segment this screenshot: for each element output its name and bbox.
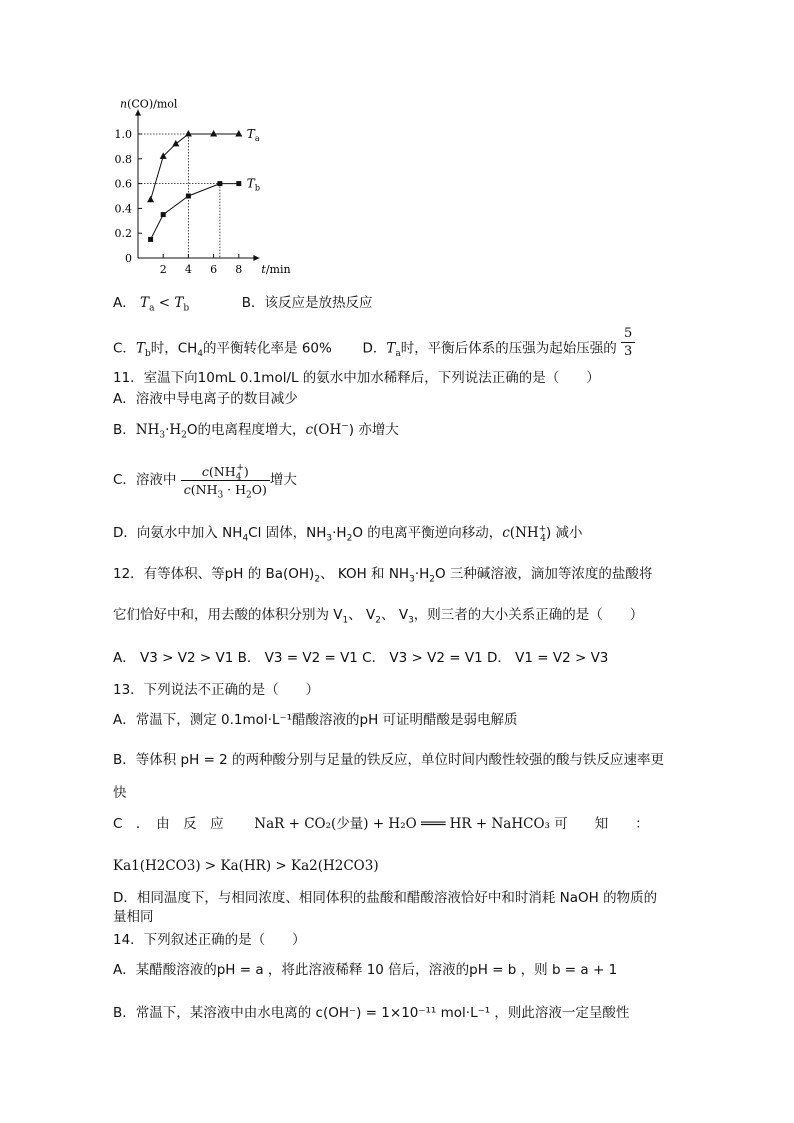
q12-l1-a: 12．有等体积、等pH 的 Ba(OH): [113, 566, 315, 582]
q11-optD-nh: (NH: [509, 525, 539, 541]
q10-optC-s4: 4: [197, 349, 204, 360]
q11-optD-text2: Cl 固体，NH: [248, 525, 327, 541]
q10-optA-label: A．: [113, 295, 136, 311]
q11-optD-plus: +: [538, 524, 547, 535]
q11-optD-sub4b: 4: [540, 533, 546, 544]
q12-l1-s3: 3: [409, 574, 415, 585]
q11-optD: [113, 524, 583, 542]
q11-optB-c: c: [305, 422, 314, 438]
q10-optD-s: a: [395, 349, 401, 360]
y-tick-label: 0.6: [114, 177, 132, 191]
q12-l1-c: ·H: [414, 566, 430, 582]
q11-optB-label: B．: [113, 422, 136, 438]
q13-optB-line1: B．等体积 pH = 2 的两种酸分别与足量的铁反应，单位时间内酸性较强的酸与铁反应速率更: [113, 752, 665, 768]
q13-optD-line2: 量相同: [113, 909, 154, 925]
q11-optD-c: c: [502, 525, 510, 541]
q11-optC-den: $c(NH_3 \cdot H_2O)$: [183, 481, 267, 500]
q14-optA: A．某醋酸溶液的pH = a ，将此溶液稀释 10 倍后，溶液的pH = b ，则 b = a + 1: [113, 962, 618, 978]
q11-optB-h: ·H: [165, 422, 182, 438]
q12-l1-b: 、 KOH 和 NH: [320, 566, 410, 582]
q11-optC-fraction: [181, 463, 270, 498]
series-label-Ta: $T_a$: [246, 127, 260, 143]
q10-optD-text: 时，平衡后体系的压强为起始压强的: [400, 340, 617, 357]
data-point-Tb: [148, 237, 153, 242]
q11-optD-text3: O 的电离平衡逆向移动，: [352, 525, 503, 541]
q13-optC-equation: NaR + CO₂(少量) + H₂O ═══ HR + NaHCO₃: [254, 816, 550, 832]
q10-optA-lt: <: [158, 295, 171, 311]
y-tick-label: 0.2: [114, 227, 132, 241]
q10-optC-text1: 时，CH: [150, 340, 198, 357]
q10-optA-s2: b: [183, 303, 190, 314]
q10-line-cd: [113, 326, 635, 360]
data-point-Tb: [161, 212, 166, 217]
q11-optB-end: ) 亦增大: [348, 422, 399, 438]
x-tick-label: 4: [184, 263, 192, 276]
q10-optD-den: 3: [624, 344, 633, 359]
q10-optD-fraction: [621, 325, 635, 360]
q11-optC: [113, 462, 297, 498]
q10-optC-s: b: [144, 349, 151, 360]
q12-l2-s1: 1: [342, 615, 349, 626]
data-point-Ta: [172, 140, 179, 147]
q12-l1-s4: 2: [429, 574, 435, 585]
q10-optA-t2: T: [174, 295, 184, 311]
x-axis-arrow: [253, 255, 259, 261]
data-point-Ta: [147, 196, 154, 203]
q11-optB-text: O的电离程度增大，: [186, 422, 306, 438]
q11-optB: [113, 421, 399, 439]
q11-optB-sub3: 3: [159, 430, 166, 441]
q10-optA-t1: T: [140, 295, 150, 311]
q12-line1: [113, 565, 652, 583]
q10-optD-num: 5: [621, 325, 635, 343]
q11-optD-sub3: 3: [326, 533, 333, 544]
q12-l2-d: ，则三者的大小关系正确的是（ ）: [413, 607, 644, 623]
q10-optA-s1: a: [149, 303, 155, 314]
series-label-Tb: $T_b$: [246, 176, 260, 193]
q10-optC-label: C．: [113, 340, 136, 357]
q11-optA: A．溶液中导电离子的数目减少: [113, 391, 298, 407]
q11-stem: 11．室温下向10mL 0.1mol/L 的氨水中加水稀释后，下列说法正确的是（ ）: [113, 370, 600, 386]
y-tick-label: 0.8: [114, 152, 132, 166]
q11-optD-h: ·H: [332, 525, 347, 541]
n-co-time-chart: [100, 96, 320, 282]
q12-l2-c: 、 V: [381, 607, 409, 623]
q11-optD-sub2: 2: [346, 533, 353, 544]
data-point-Ta: [210, 130, 217, 137]
q12-l1-d: O 三种碱溶液，滴加等浓度的盐酸将: [435, 566, 653, 582]
q11-optB-nh: NH: [135, 422, 160, 438]
q10-optC-text2: 的平衡转化率是 60%: [203, 340, 332, 357]
series-line-Ta: [151, 134, 239, 200]
y-tick-label: 0.4: [114, 202, 132, 216]
series-line-Tb: [151, 184, 239, 240]
q11-optD-end: ) 减小: [545, 525, 583, 541]
q12-options: A． V3 > V2 > V1 B． V3 = V2 = V1 C． V3 > V2 = V1 D． V1 = V2 > V3: [113, 650, 609, 666]
q13-optA: A．常温下，测定 0.1mol·L⁻¹醋酸溶液的pH 可证明醋酸是弱电解质: [113, 712, 518, 728]
q12-l2-a: 它们恰好中和，用去酸的体积分别为 V: [113, 607, 343, 623]
q10-optB: B．该反应是放热反应: [241, 295, 373, 311]
q13-optD-line1: D．相同温度下，与相同浓度、相同体积的盐酸和醋酸溶液恰好中和时消耗 NaOH 的物质的: [113, 890, 658, 906]
q11-optC-end: 增大: [269, 472, 297, 488]
q14-optB: B．常温下，某溶液中由水电离的 c(OH⁻) = 1×10⁻¹¹ mol·L⁻¹ ，则此溶液一定呈酸性: [113, 1005, 630, 1021]
q10-optD-label: D．: [362, 340, 387, 357]
data-point-Ta: [185, 130, 192, 137]
q12-l2-s3: 3: [408, 615, 414, 626]
q13-optB-line2: 快: [113, 785, 127, 801]
y-axis-label: n(CO)/mol: [120, 97, 178, 111]
q12-line2: [113, 606, 643, 624]
data-point-Tb: [217, 181, 222, 186]
x-tick-label: 6: [210, 263, 218, 276]
x-tick-label: 2: [159, 263, 167, 276]
q14-stem: 14．下列叙述正确的是（ ）: [113, 932, 306, 948]
q12-l1-s: 2: [314, 574, 321, 585]
q12-l2-s2: 2: [375, 615, 382, 626]
q10-optC-t: T: [135, 340, 145, 357]
q11-optB-minus: −: [341, 421, 349, 432]
q11-optD-text1: D．向氨水中加入 NH: [113, 525, 243, 541]
q11-optC-num: $c(NH_4^+)$: [181, 463, 270, 481]
data-point-Tb: [236, 181, 241, 186]
q11-optB-sub2: 2: [181, 430, 187, 441]
q13-optC-line1: [113, 815, 649, 833]
q13-stem: 13．下列说法不正确的是（ ）: [113, 682, 320, 698]
q11-optC-label: C．溶液中: [113, 472, 177, 488]
x-tick-label: 8: [235, 263, 243, 276]
q10-optD-t: T: [386, 340, 396, 357]
y-tick-label: 1.0: [114, 128, 132, 141]
data-point-Tb: [186, 194, 191, 199]
q13-optC-a: C ． 由 反 应: [113, 816, 224, 832]
q10-line-ab: [113, 294, 372, 312]
q11-optB-oh: (OH: [313, 422, 342, 438]
q12-l2-b: 、 V: [348, 607, 376, 623]
q13-optC-b: 可 知 ：: [554, 816, 649, 832]
x-axis-label: t/min: [261, 263, 291, 276]
q13-optC-line2: Ka1(H2CO3) > Ka(HR) > Ka2(H2CO3): [113, 858, 379, 874]
q11-optD-sub4: 4: [242, 533, 249, 544]
data-point-Ta: [235, 130, 242, 137]
y-tick-label: 0: [125, 252, 132, 265]
